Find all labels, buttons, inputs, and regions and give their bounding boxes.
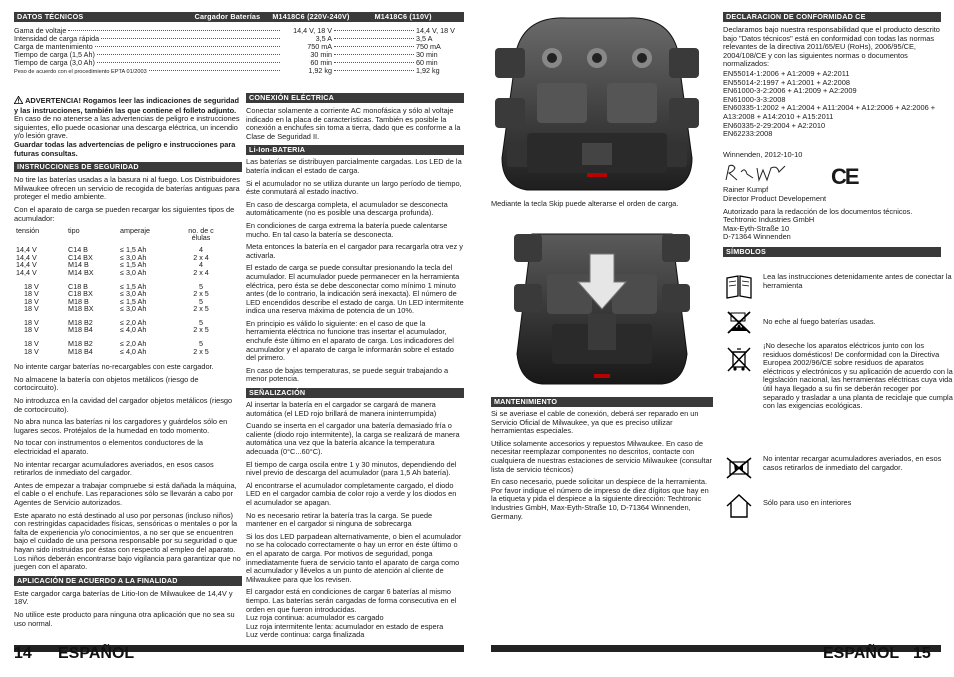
table-cell: C14 B <box>68 245 88 255</box>
tech-row <box>14 59 464 67</box>
paragraph: Si los dos LED parpadean alternativamente, o bien el acumulador no se ha colocado correctamente o hay un error en éste último o en el aparato de carga. Por motivos de seguridad, ponga inmediatamente fuera de servicio tanto el aparato de carga como el acumulador y llévelos a un punto de atención al cliente de Milwaukee para que los revisen. <box>246 531 462 584</box>
symbol-text: No eche al fuego baterías usadas. <box>763 317 876 326</box>
paragraph: No tocar con instrumentos o elementos conductores de la electricidad el aparato. <box>14 438 203 456</box>
tech-value-1: 60 min <box>310 58 332 67</box>
paragraph: Cuando se inserta en el cargador una batería demasiado fría o caliente (diodo rojo intermitente), la carga se realizará de manera automática una vez que la batería alcance la temperatura adecuada (0°C...60°C). <box>246 421 460 456</box>
signal-block <box>246 401 464 640</box>
no-damaged-battery-icon <box>725 455 751 481</box>
paragraph: No introduzca en la cavidad del cargador objetos metálicos (riesgo de cortocircuito). <box>14 396 233 414</box>
table-cell: 18 V <box>24 304 39 314</box>
paragraph: Este aparato no está destinado al uso por personas (incluso niños) con restringidas capacidades físicas, sensóricas o mentales o por la falta de experiencia y/o conocimientos, a no ser que se encuentren bajo el cuidado de una persona responsable por su seguridad o que hayan sido instruidas por éstas con respecto al empleo del aparato. Los niños deberán encontrarse bajo vigilancia para garantizar que no juegen con el aparato. <box>14 510 241 572</box>
table-cell: ≤ 1,5 Ah <box>120 281 147 291</box>
safety-header: INSTRUCCIONES DE SEGURIDAD <box>14 162 242 172</box>
page-number: 14 <box>14 645 32 662</box>
table-cell: 14,4 V <box>16 245 37 255</box>
signal-header: SEÑALIZACIÓN <box>246 388 464 398</box>
charger-photo-skip <box>512 214 692 392</box>
table-cell: 4 <box>199 260 203 270</box>
table-cell: 18 V <box>24 339 39 349</box>
paragraph: No es necesario retirar la batería tras la carga. Se puede mantener en el cargador si ninguna de sobrecarga <box>246 510 433 529</box>
tech-value-1: 750 mA <box>307 42 332 51</box>
table-cell: ≤ 4,0 Ah <box>120 325 147 335</box>
paragraph: Al encontrarse el acumulador completamente cargado, el diodo LED en el cargador cambia de color rojo a verde y los diodos en el acumulador se apagan. <box>246 480 457 507</box>
symbol-text: No intentar recargar acumuladores averiados, en esos casos retirarlos de inmediato del cargador. <box>763 454 942 472</box>
paragraph: En caso de bajas temperaturas, se puede seguir trabajando a menor potencia. <box>246 365 449 384</box>
signature-image <box>723 162 793 184</box>
table-cell: 2 x 5 <box>193 346 209 356</box>
liion-block <box>246 158 464 384</box>
table-cell: M14 B <box>68 260 89 270</box>
table-cell: 18 V <box>24 289 39 299</box>
tech-label: Carga de mantenimiento <box>14 42 93 51</box>
warning-title: ADVERTENCIA! Rogamos leer las indicaciones de seguridad y las instrucciones, también las que contiene el folleto adjunto. <box>14 96 240 115</box>
leader-dots <box>68 30 280 31</box>
table-cell: 14,4 V <box>16 267 37 277</box>
tech-value-2: 750 mA <box>416 42 441 51</box>
norm-item: EN55014-1:2006 + A1:2009 + A2:2011 <box>723 68 850 78</box>
paragraph: En principio es válido lo siguiente: en el caso de que la herramienta eléctrica no funcione tras insertar el acumulador, enchufe éste último en el aparato de carga. Los indicadores del acumulador y el aparato de carga le informarán sobre el estado del primero. <box>246 318 454 363</box>
ce-mark: CE <box>831 164 858 190</box>
right-column <box>246 93 464 644</box>
electric-text: Conectar solamente a corriente AC monofásica y sólo al voltaje indicado en la placa de características. También es posible la conexión a enchufes sin toma a tierra, dado que es conforme a la Clase de Seguridad II. <box>246 106 461 141</box>
table-cell: ≤ 1,5 Ah <box>120 296 147 306</box>
authorization-text: Autorizado para la redacción de los documentos técnicos. <box>723 206 913 216</box>
table-cell: M18 BX <box>68 304 94 314</box>
paragraph: En caso necesario, puede solicitar un despiece de la herramienta. Por favor indique el número de impreso de diez dígitos que hay en la etiqueta y pida el despiece a la siguiente dirección: Techtronic Industries GmbH, Max-Eyth-Straße 10, D-71364 Winnenden, Germany. <box>491 477 709 521</box>
symbols-header: SÍMBOLOS <box>723 247 941 257</box>
table-cell: 2 x 4 <box>193 252 209 262</box>
paragraph: Utilice solamente accesorios y repuestos Milwaukee. En caso de necesitar reemplazar componentes no descritos, contacte con cualquiera de nuestras estaciones de servicio Milwaukee (consultar lista de servicio técnicos) <box>491 438 713 474</box>
tech-label: Intensidad de carga rápida <box>14 34 100 43</box>
paragraph: El estado de carga se puede consultar presionando la tecla del acumulador. El acumulador puede permanecer en la herramienta eléctrica, pero ésta se debe desconectar como mínimo 1 minuto antes (de lo contrario, la indicación será inexacta). El número de LED encendidos describe el estado de carga. Un LED intermitente indica una reserva máxima de potencia de un 10%. <box>246 263 464 316</box>
tech-row <box>14 67 464 76</box>
table-cell: 2 x 5 <box>193 325 209 335</box>
electric-header: CONEXIÓN ELÉCTRICA <box>246 93 464 103</box>
table-cell: ≤ 2,0 Ah <box>120 317 147 327</box>
norm-item: EN60335-2-29:2004 + A2:2010 <box>723 120 826 130</box>
table-cell: ≤ 1,5 Ah <box>120 245 147 255</box>
place-date: Winnenden, 2012-10-10 <box>723 149 803 159</box>
table-cell: M18 B2 <box>68 317 93 327</box>
table-cell: ≤ 1,5 Ah <box>120 260 147 270</box>
paragraph: En condiciones de carga extrema la batería puede calentarse mucho. En tal caso la batería se desconecta. <box>246 220 448 239</box>
table-cell: 4 <box>199 245 203 255</box>
address-line: Techtronic Industries GmbH <box>723 215 815 225</box>
table-cell: 2 x 4 <box>193 267 209 277</box>
paragraph: No intentar recargar acumuladores averiados, en esos casos retirarlos de inmediato del cargador. <box>14 459 214 478</box>
safety-intro: No tire las baterías usadas a la basura ni al fuego. Los Distribuidores Milwaukee ofrecen un servicio de recogida de baterías antiguas para proteger el medio ambiente. <box>14 175 240 202</box>
symbols-list <box>723 257 953 527</box>
warning-body: En caso de no atenerse a las advertencias de peligro e instrucciones siguientes, ello puede ocasionar una descarga eléctrica, un incendio y/o lesión grave. <box>14 114 240 141</box>
tech-value-2: 30 min <box>416 50 438 59</box>
table-cell: ≤ 3,0 Ah <box>120 289 147 299</box>
paragraph: Si se averiase el cable de conexión, deberá ser reparado en un Servicio Oficial de Milwaukee, ya que es preciso utilizar herramientas especiales. <box>491 409 699 436</box>
address-block <box>723 216 941 242</box>
footer-left <box>14 645 464 664</box>
footer-right <box>491 645 941 664</box>
table-cell: C18 BX <box>68 289 93 299</box>
col-voltage: tensión <box>16 226 40 236</box>
section-title: DATOS TÉCNICOS <box>17 12 84 21</box>
table-cell: 18 V <box>24 317 39 327</box>
tech-value-2: 60 min <box>416 58 438 67</box>
leader-dots <box>334 46 414 47</box>
electric-block <box>246 107 464 141</box>
norm-item: EN55014-2:1997 + A1:2001 + A2:2008 <box>723 77 850 87</box>
application-header: APLICACIÓN DE ACUERDO A LA FINALIDAD <box>14 576 242 586</box>
address-line: Max-Eyth-Straße 10 <box>723 223 790 233</box>
leader-dots <box>334 62 414 63</box>
liion-header: Li-Ion-BATERIA <box>246 145 464 155</box>
symbols-section <box>723 247 953 527</box>
maintenance-block <box>491 410 713 521</box>
paragraph: No abra nunca las baterías ni los cargadores y guárdelos sólo en lugares secos. Protéjalos de la humedad en todo momento. <box>14 417 228 435</box>
table-cell: M14 BX <box>68 267 94 277</box>
table-row <box>16 326 226 334</box>
application-block <box>14 590 242 628</box>
table-cell: 5 <box>199 317 203 327</box>
tech-value-2: 14,4 V, 18 V <box>416 26 455 35</box>
application-p2: No utilice este producto para ninguna otra aplicación que no sea su uso normal. <box>14 609 235 628</box>
table-cell: 5 <box>199 296 203 306</box>
norm-item: EN61000-3-3:2008 <box>723 94 786 104</box>
page-15 <box>477 0 954 677</box>
table-cell: C18 B <box>68 281 88 291</box>
leader-dots <box>334 70 414 71</box>
declaration-text: Declaramos bajo nuestra responsabilidad que el producto descrito bajo "Datos técnicos" está en conformidad con todas las normas relevantes de la directiva 2011/65/EU (RoHs), 2006/95/CE, 2004/108/CE y con las siguientes normas o documentos normalizados: <box>723 25 940 69</box>
crossed-bin-icon <box>725 345 751 371</box>
table-cell: ≤ 4,0 Ah <box>120 346 147 356</box>
symbol-text: ¡No deseche los aparatos eléctricos junto con los residuos domésticos! De conformidad con la Directiva Europea 2002/96/CE sobre residuos de aparatos eléctricos y electrónicos y su aplicación de acuerdo con la legislación nacional, las herramientas eléctricas cuya vida útil haya llegado a su fin se deberán recoger por separado y trasladar a una planta de reciclaje que cumpla con las exigencias ecológicas. <box>763 341 953 411</box>
tech-label: Gama de voltaje <box>14 26 67 35</box>
technical-data-header <box>14 12 464 22</box>
maintenance-section <box>491 397 713 525</box>
table-cell: 18 V <box>24 296 39 306</box>
technical-data <box>14 12 464 76</box>
paragraph: Las baterías se distribuyen parcialmente cargadas. Los LED de la batería indican el estado de carga. <box>246 157 462 175</box>
table-cell: 18 V <box>24 325 39 335</box>
table-cell: 14,4 V <box>16 260 37 270</box>
col-type: tipo <box>68 226 80 236</box>
leader-dots <box>334 30 414 31</box>
table-cell: 5 <box>199 281 203 291</box>
tech-value-2: 3,5 A <box>416 34 433 43</box>
address-line: D-71364 Winnenden <box>723 232 791 242</box>
norm-item: EN60335-1:2002 + A1:2004 + A11:2004 + A12:2006 + A2:2006 + A13:2008 + A14:2010 + A15:2011 <box>723 103 936 121</box>
application-p1: Este cargador carga baterías de Litio-Ion de Milwaukee de 14,4V y 18V. <box>14 588 233 607</box>
paragraph: Si el acumulador no se utiliza durante un largo período de tiempo, éste conmutará al estado inactivo. <box>246 178 462 197</box>
col-amperage: amperaje <box>120 226 150 236</box>
table-cell: ≤ 3,0 Ah <box>120 304 147 314</box>
skip-caption: Mediante la tecla Skip puede alterarse el orden de carga. <box>491 199 679 208</box>
table-cell: M18 B4 <box>68 346 93 356</box>
paragraph: En caso de descarga completa, el acumulador se desconecta automáticamente (no es posible una descarga profunda). <box>246 199 448 218</box>
table-cell: 2 x 5 <box>193 304 209 314</box>
safety-paragraphs <box>14 363 242 571</box>
norms-list <box>723 70 941 139</box>
paragraph: Al insertar la batería en el cargador se cargará de manera automática (el LED rojo brillará de manera ininterrumpida) <box>246 400 437 418</box>
book-icon <box>725 273 751 299</box>
footer-language: ESPAÑOL <box>823 645 900 662</box>
model-1-label: M1418C6 (220V-240V) <box>272 12 350 21</box>
leader-dots <box>334 54 414 55</box>
table-cell: C14 BX <box>68 252 93 262</box>
table-cell: M18 B4 <box>68 325 93 335</box>
table-cell: 14,4 V <box>16 252 37 262</box>
paragraph: El cargador está en condiciones de cargar 6 baterías al mismo tiempo. Las baterías serán cargadas de forma consecutiva en el orden en que fueron introducidas. Luz roja continua: acumulador es cargado Luz roja intermitente lenta: acumulador en estado de espera Luz verde continua: carga finalizada <box>246 587 457 640</box>
tech-value-1: 3,5 A <box>315 34 332 43</box>
paragraph: No intente cargar baterías no-recargables con este cargador. <box>14 362 214 372</box>
product-column-label: Cargador Baterías <box>194 12 261 21</box>
tech-label: Tiempo de carga (3,0 Ah) <box>14 58 95 67</box>
table-cell: 18 V <box>24 346 39 356</box>
warning-keep-text: Guardar todas las advertencias de peligro e instrucciones para futuras consultas. <box>14 139 236 158</box>
signatory-role: Director Product Developement <box>723 193 827 203</box>
leader-dots <box>149 70 280 71</box>
table-row <box>16 305 226 313</box>
declaration-block <box>723 26 941 242</box>
page-number: 15 <box>913 645 931 662</box>
symbol-text: Lea las instrucciones detenidamente antes de conectar la herramienta <box>763 272 952 290</box>
tech-value-1: 1,92 kg <box>308 66 332 75</box>
table-cell: ≤ 3,0 Ah <box>120 252 147 262</box>
signatory-name: Rainer Kumpf <box>723 185 769 195</box>
table-cell: ≤ 2,0 Ah <box>120 339 147 349</box>
table-cell: M18 B <box>68 296 89 306</box>
leader-dots <box>101 38 280 39</box>
leader-dots <box>334 38 414 39</box>
leader-dots <box>97 62 280 63</box>
paragraph: Antes de empezar a trabajar compruebe si está dañada la máquina, el cable o el enchufe. Las reparaciones sólo se llevarán a cabo por Agentes de Servicio autorizados. <box>14 480 237 507</box>
technical-data-rows <box>14 27 464 76</box>
tech-value-2: 1,92 kg <box>416 66 440 75</box>
tech-value-1: 30 min <box>310 50 332 59</box>
footer-language: ESPAÑOL <box>58 645 135 662</box>
tech-label: Peso de acuerdo con el procedimiento EPTA 01/2003 <box>14 69 147 75</box>
symbol-text: Sólo para uso en interiores <box>763 498 852 507</box>
leader-dots <box>97 54 280 55</box>
norm-item: EN62233:2008 <box>723 129 773 139</box>
tech-value-1: 14,4 V, 18 V <box>293 26 332 35</box>
house-icon <box>725 493 751 519</box>
warning-block <box>14 96 242 158</box>
table-row <box>16 348 226 356</box>
declaration-header: DECLARACION DE CONFORMIDAD CE <box>723 12 941 22</box>
battery-table <box>16 227 226 355</box>
norm-item: EN61000-3-2:2006 + A1:2009 + A2:2009 <box>723 86 857 96</box>
table-cell: 18 V <box>24 281 39 291</box>
declaration-section <box>723 12 941 242</box>
table-cell: 2 x 5 <box>193 289 209 299</box>
col-cells: no. de c élulas <box>188 226 214 243</box>
safety-block <box>14 176 242 223</box>
safety-battery-intro: Con el aparato de carga se pueden recargar los siguientes tipos de acumulador: <box>14 204 235 223</box>
table-cell: M18 B2 <box>68 339 93 349</box>
tech-label: Tiempo de carga (1,5 Ah) <box>14 50 95 59</box>
paragraph: El tiempo de carga oscila entre 1 y 30 minutos, dependiendo del nivel previo de descarga del acumulador (para 1,5 Ah batería). <box>246 459 457 478</box>
model-2-label: M1418C6 (110V) <box>374 12 432 21</box>
charger-photo-top <box>487 8 707 198</box>
table-row <box>16 269 226 277</box>
paragraph: No almacene la batería con objetos metálicos (riesgo de cortocircuito). <box>14 374 199 393</box>
table-cell: 5 <box>199 339 203 349</box>
left-column <box>14 96 242 632</box>
paragraph: Meta entonces la batería en el cargador para recargarla otra vez y activarla. <box>246 242 463 260</box>
maintenance-header: MANTENIMIENTO <box>491 397 713 407</box>
table-cell: ≤ 3,0 Ah <box>120 267 147 277</box>
leader-dots <box>95 46 280 47</box>
battery-table-head <box>16 227 226 241</box>
no-fire-battery-icon <box>725 309 751 335</box>
